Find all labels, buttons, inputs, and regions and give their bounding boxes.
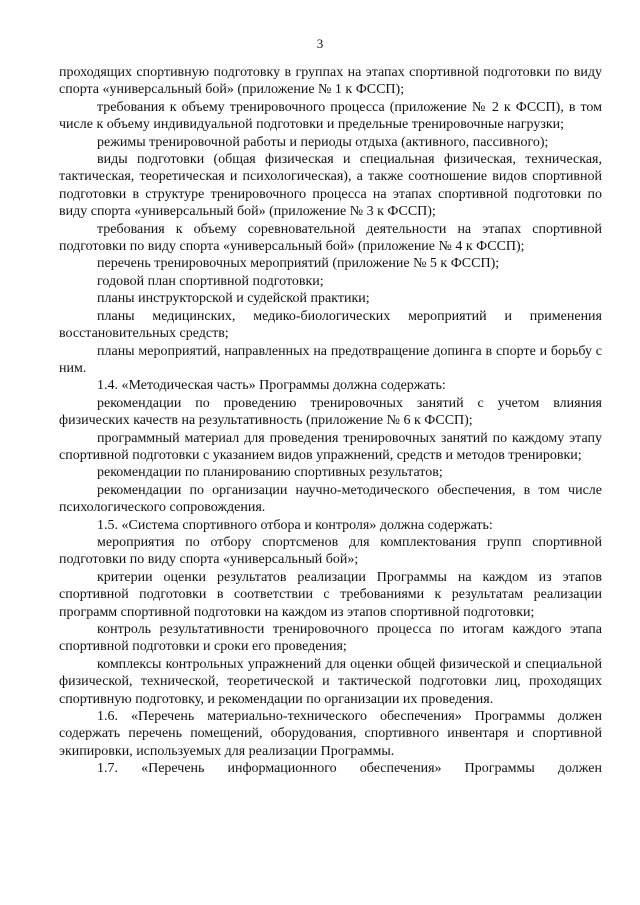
paragraph-scientific-support: рекомендации по организации научно-методического обеспечения, в том числе психологического сопровождения. [59, 482, 602, 516]
paragraph-training-events: перечень тренировочных мероприятий (приложение № 5 к ФССП); [97, 256, 500, 272]
paragraph-instructor-practice: планы инструкторской и судейской практики; [97, 291, 370, 307]
paragraph-competition-volume: требования к объему соревновательной деятельности на этапах спортивной подготовки по виду спорта «универсальный бой» (приложение № 4 к ФССП); [59, 221, 602, 255]
paragraph-evaluation-criteria: критерии оценки результатов реализации Программы на каждом из этапов спортивной подготовки в соответствии с требованиями к результатам реализации программ спортивной подготовки на каждом из этапов спортивной подготовки; [59, 569, 602, 620]
paragraph-annual-plan: годовой план спортивной подготовки; [97, 273, 324, 289]
paragraph-continuation: проходящих спортивную подготовку в группах на этапах спортивной подготовки по виду спорта «универсальный бой» (приложение № 1 к ФССП); [59, 65, 602, 98]
section-heading-1-4: 1.4. «Методическая часть» Программы должна содержать: [97, 378, 446, 394]
paragraph-training-types: виды подготовки (общая физическая и специальная физическая, техническая, тактическая, теоретическая и психологическая), а также соотношение видов спортивной подготовки в структуре тренировочного процесса на этапах спортивной подготовки по виду спорта «универсальный бой» (приложение № 3 к ФССП); [59, 152, 602, 220]
paragraph-medical-plans: планы медицинских, медико-биологических мероприятий и применения восстановительных средств; [59, 308, 602, 342]
paragraph-results-planning: рекомендации по планированию спортивных результатов; [97, 465, 443, 481]
paragraph-selection-events: мероприятия по отбору спортсменов для комплектования групп спортивной подготовки по виду спорта «универсальный бой»; [59, 534, 602, 568]
paragraph-performance-control: контроль результативности тренировочного процесса по итогам каждого этапа спортивной подготовки и сроки его проведения; [59, 622, 602, 655]
paragraph-anti-doping: планы мероприятий, направленных на предотвращение допинга в спорте и борьбу с ним. [59, 343, 602, 376]
paragraph-training-recommendations: рекомендации по проведению тренировочных занятий с учетом влияния физических качеств на результативность (приложение № 6 к ФССП); [59, 395, 602, 429]
section-heading-1-6: 1.6. «Перечень материально-технического обеспечения» Программы должен содержать перечень помещений, оборудования, спортивного инвентаря и спортивной экипировки, используемых для реализации Программы. [59, 709, 602, 759]
paragraph-work-rest-modes: режимы тренировочной работы и периоды отдыха (активного, пассивного); [97, 134, 549, 150]
paragraph-program-material: программный материал для проведения тренировочных занятий по каждому этапу спортивной подготовки с указанием видов упражнений, средств и методов тренировки; [59, 430, 602, 463]
document-body [59, 64, 602, 778]
section-heading-1-5: 1.5. «Система спортивного отбора и контроля» должна содержать: [97, 517, 493, 533]
section-heading-1-7: 1.7. «Перечень информационного обеспечения» Программы должен [97, 761, 602, 777]
paragraph-training-volume: требования к объему тренировочного процесса (приложение № 2 к ФССП), в том числе к объему индивидуальной подготовки и предельные тренировочные нагрузки; [59, 99, 602, 133]
page-number: 3 [316, 36, 324, 51]
paragraph-control-exercises: комплексы контрольных упражнений для оценки общей физической и специальной физической, технической, теоретической и тактической подготовки лиц, проходящих спортивную подготовку, и рекомендации по организации их проведения. [59, 656, 602, 707]
